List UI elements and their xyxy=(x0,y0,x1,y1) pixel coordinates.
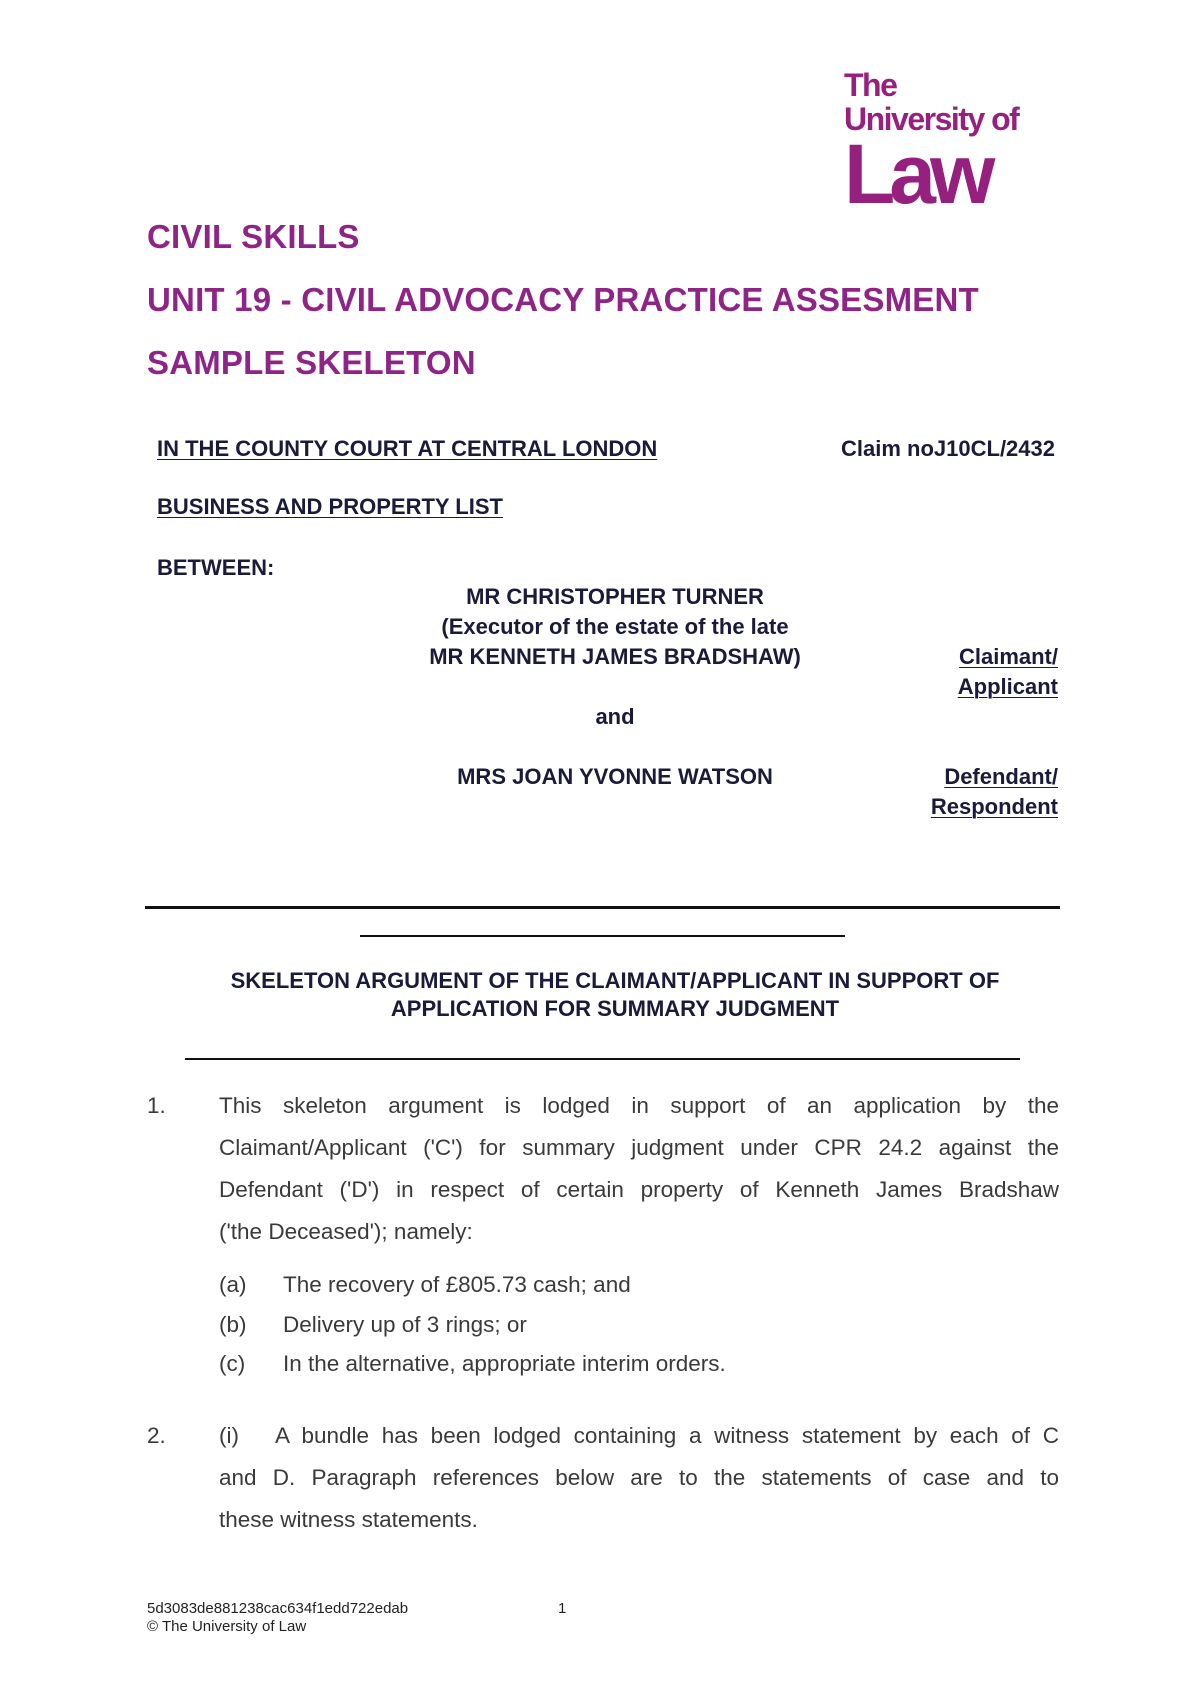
list-item-text: The recovery of £805.73 cash; and xyxy=(283,1272,631,1297)
list-item-text: In the alternative, appropriate interim orders. xyxy=(283,1351,726,1376)
skeleton-title-line-1: SKELETON ARGUMENT OF THE CLAIMANT/APPLICANT IN SUPPORT OF xyxy=(230,968,1000,993)
para-2-number: 2. xyxy=(147,1423,166,1448)
para-2-sub-label: (i) xyxy=(219,1423,239,1448)
para-1-line-1: This skeleton argument is lodged in support of an application by the xyxy=(219,1093,1059,1118)
para-1-number: 1. xyxy=(147,1093,166,1118)
heading-unit: UNIT 19 - CIVIL ADVOCACY PRACTICE ASSESMENT xyxy=(147,281,979,318)
copyright-notice: © The University of Law xyxy=(147,1618,307,1635)
claimant-description-2: MR KENNETH JAMES BRADSHAW) xyxy=(429,644,801,669)
document-hash: 5d3083de881238cac634f1edd722edab xyxy=(147,1600,409,1617)
between-label: BETWEEN: xyxy=(157,555,275,580)
para-2-line-3: these witness statements. xyxy=(219,1507,478,1532)
logo-line-law: Law xyxy=(844,127,990,221)
heavy-divider xyxy=(145,906,1060,909)
claimant-role-2: Applicant xyxy=(957,674,1058,699)
claimant-role-1: Claimant/ xyxy=(958,644,1058,669)
list-item-label: (a) xyxy=(219,1272,247,1297)
para-1-line-3: Defendant ('D') in respect of certain property of Kenneth James Bradshaw xyxy=(219,1177,1059,1202)
para-2-line-2: and D. Paragraph references below are to the statements of case and to xyxy=(219,1465,1059,1490)
skeleton-title-line-2: APPLICATION FOR SUMMARY JUDGMENT xyxy=(390,996,840,1021)
and-label: and xyxy=(595,704,635,729)
claimant-description-1: (Executor of the estate of the late xyxy=(441,614,789,639)
page-number: 1 xyxy=(558,1600,567,1617)
claimant-name: MR CHRISTOPHER TURNER xyxy=(466,584,764,609)
logo-line-university-of: University of xyxy=(844,101,1019,137)
heading-civil-skills: CIVIL SKILLS xyxy=(147,218,360,255)
para-1-line-2: Claimant/Applicant ('C') for summary judgment under CPR 24.2 against the xyxy=(219,1135,1059,1160)
heading-sample-skeleton: SAMPLE SKELETON xyxy=(147,344,476,381)
claim-number: Claim noJ10CL/2432 xyxy=(841,436,1055,461)
list-item-label: (b) xyxy=(219,1312,247,1337)
long-divider xyxy=(185,1058,1020,1060)
list-item-text: Delivery up of 3 rings; or xyxy=(283,1312,527,1337)
short-divider xyxy=(360,935,845,937)
para-1-line-4: ('the Deceased'); namely: xyxy=(219,1219,473,1244)
para-2-line-1: A bundle has been lodged containing a witness statement by each of C xyxy=(275,1423,1059,1448)
defendant-name: MRS JOAN YVONNE WATSON xyxy=(457,764,773,789)
list-item-label: (c) xyxy=(219,1351,246,1376)
court-list: BUSINESS AND PROPERTY LIST xyxy=(157,494,503,519)
defendant-role-2: Respondent xyxy=(930,794,1058,819)
defendant-role-1: Defendant/ xyxy=(944,764,1058,789)
court-name: IN THE COUNTY COURT AT CENTRAL LONDON xyxy=(157,436,658,461)
logo-line-the: The xyxy=(844,67,897,103)
university-logo xyxy=(844,67,1024,221)
